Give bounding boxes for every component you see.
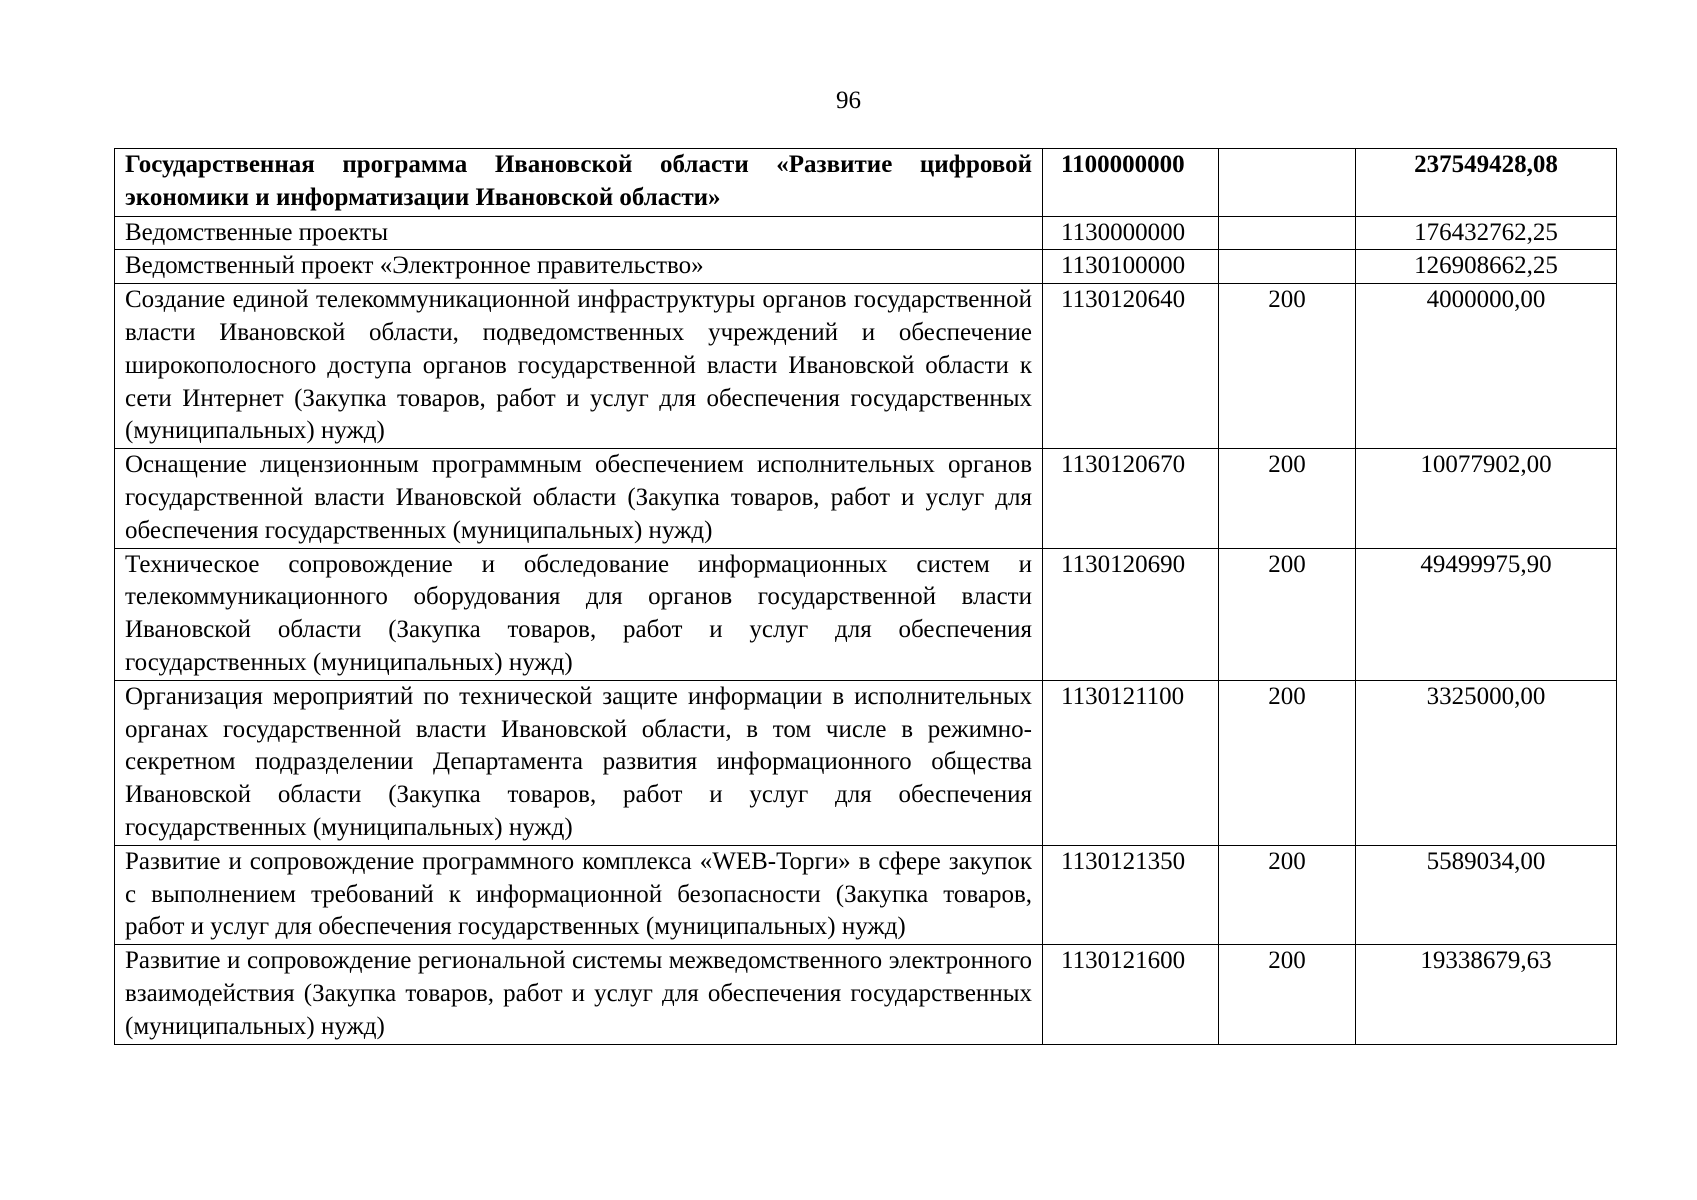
row-name: Техническое сопровождение и обследование информационных систем и телекоммуникационного оборудования для органов государственной власти Ивановской области (Закупка товаров, работ и услуг для обеспечения государственных (муниципальных) нужд) [115, 548, 1043, 680]
row-sum: 126908662,25 [1356, 250, 1617, 284]
row-code: 1130120670 [1043, 449, 1219, 548]
table-row [115, 680, 1617, 845]
row-code: 1130120640 [1043, 284, 1219, 449]
row-expense-type [1219, 250, 1356, 284]
row-name: Ведомственный проект «Электронное правительство» [115, 250, 1043, 284]
row-sum: 4000000,00 [1356, 284, 1617, 449]
budget-table [114, 148, 1617, 1045]
table-row-program [115, 149, 1617, 217]
row-code: 1130121350 [1043, 845, 1219, 944]
row-sum: 3325000,00 [1356, 680, 1617, 845]
row-sum: 19338679,63 [1356, 945, 1617, 1044]
row-name: Развитие и сопровождение программного комплекса «WEB-Торги» в сфере закупок с выполнением требований к информационной безопасности (Закупка товаров, работ и услуг для обеспечения государственных (муниципальных) нужд) [115, 845, 1043, 944]
row-name: Создание единой телекоммуникационной инфраструктуры органов государственной власти Ивановской области, подведомственных учреждений и обеспечение широкополосного доступа органов государственной власти Ивановской области к сети Интернет (Закупка товаров, работ и услуг для обеспечения государственных (муниципальных) нужд) [115, 284, 1043, 449]
row-code: 1100000000 [1043, 149, 1219, 217]
row-name: Государственная программа Ивановской области «Развитие цифровой экономики и информатизации Ивановской области» [115, 149, 1043, 217]
row-sum: 237549428,08 [1356, 149, 1617, 217]
row-code: 1130120690 [1043, 548, 1219, 680]
row-name: Оснащение лицензионным программным обеспечением исполнительных органов государственной власти Ивановской области (Закупка товаров, работ и услуг для обеспечения государственных (муниципальных) нужд) [115, 449, 1043, 548]
row-expense-type: 200 [1219, 449, 1356, 548]
row-code: 1130100000 [1043, 250, 1219, 284]
table-row [115, 945, 1617, 1044]
row-name: Развитие и сопровождение региональной системы межведомственного электронного взаимодействия (Закупка товаров, работ и услуг для обеспечения государственных (муниципальных) нужд) [115, 945, 1043, 1044]
table-row [115, 216, 1617, 250]
row-expense-type: 200 [1219, 680, 1356, 845]
row-sum: 5589034,00 [1356, 845, 1617, 944]
row-expense-type: 200 [1219, 945, 1356, 1044]
row-sum: 49499975,90 [1356, 548, 1617, 680]
row-expense-type: 200 [1219, 845, 1356, 944]
row-expense-type [1219, 149, 1356, 217]
row-expense-type: 200 [1219, 284, 1356, 449]
table-row [115, 548, 1617, 680]
row-name: Ведомственные проекты [115, 216, 1043, 250]
row-name: Организация мероприятий по технической защите информации в исполнительных органах государственной власти Ивановской области, в том числе в режимно-секретном подразделении Департамента развития информационного общества Ивановской области (Закупка товаров, работ и услуг для обеспечения государственных (муниципальных) нужд) [115, 680, 1043, 845]
row-sum: 10077902,00 [1356, 449, 1617, 548]
row-expense-type [1219, 216, 1356, 250]
table-row [115, 449, 1617, 548]
table-row [115, 250, 1617, 284]
row-sum: 176432762,25 [1356, 216, 1617, 250]
page-number: 96 [836, 87, 861, 114]
table-row [115, 845, 1617, 944]
row-code: 1130121100 [1043, 680, 1219, 845]
row-expense-type: 200 [1219, 548, 1356, 680]
row-code: 1130121600 [1043, 945, 1219, 1044]
table-row [115, 284, 1617, 449]
row-code: 1130000000 [1043, 216, 1219, 250]
